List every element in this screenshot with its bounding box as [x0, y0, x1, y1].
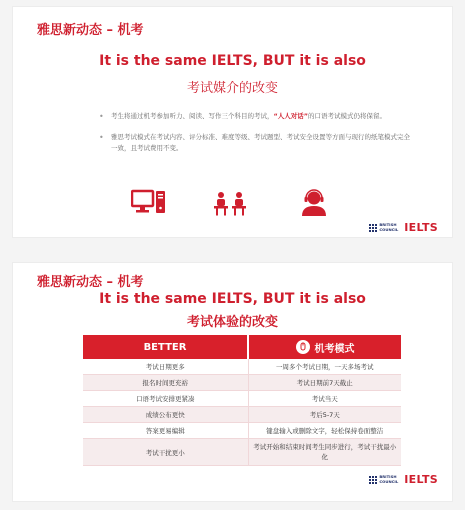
brand-footer [369, 473, 438, 486]
table-cell-detail: 键盘输入或删除文字，轻松保持卷面整洁 [248, 423, 401, 439]
table-cell-benefit: 成绩公布更快 [83, 407, 248, 423]
table-cell-detail: 考后5-7天 [248, 407, 401, 423]
ielts-logo: IELTS [404, 221, 438, 234]
table-row [83, 423, 401, 439]
table-cell-benefit: 考试干扰更小 [83, 439, 248, 466]
table-cell-benefit: 口语考试安排更紧凑 [83, 391, 248, 407]
header-computer-mode: 机考模式 [248, 335, 401, 359]
british-council-logo: BRITISH COUNCIL [369, 223, 398, 232]
bullet-list [99, 111, 412, 164]
feature-icons [131, 189, 331, 219]
slide-title: 雅思新动态 – 机考 [37, 23, 144, 38]
headline-chinese: 考试体验的改变 [186, 315, 278, 330]
headline-english: It is the same IELTS, BUT it is also [99, 291, 366, 307]
table-cell-detail: 考试当天 [248, 391, 401, 407]
table-cell-benefit: 考试日期更多 [83, 359, 248, 375]
speaker-icon [299, 189, 329, 217]
table-cell-detail: 一周多个考试日期，一天多场考试 [248, 359, 401, 375]
speaking-highlight: “人人对话” [273, 112, 309, 120]
bullet-item-computer-test: • 考生将通过机考参加听力、阅读、写作三个科目的考试，“人人对话”的口语考试模式仍将保留。 [99, 112, 387, 121]
brand-footer [369, 221, 438, 234]
headline-english: It is the same IELTS, BUT it is also [99, 53, 366, 69]
computer-icon [131, 189, 167, 217]
classroom-icon [213, 189, 247, 217]
bullet-item-same-format: • 雅思考试模式在考试内容、评分标准、难度等级、考试题型、考试安全设置等方面与现行的纸笔模式完全一致，且考试费用不变。 [99, 133, 410, 152]
slide-experience-change [12, 262, 453, 502]
table-cell-benefit: 报名时间更充裕 [83, 375, 248, 391]
british-council-logo: BRITISH COUNCIL [369, 475, 398, 484]
table-row [83, 391, 401, 407]
headline-chinese: 考试媒介的改变 [186, 81, 278, 96]
ielts-logo: IELTS [404, 473, 438, 486]
british-council-dots-icon [369, 224, 377, 232]
bullet-dot-icon: • [99, 133, 104, 142]
table-cell-detail: 考试日期前7天截止 [248, 375, 401, 391]
mouse-click-icon [296, 340, 310, 354]
table-cell-benefit: 答案更易编辑 [83, 423, 248, 439]
table-row [83, 407, 401, 423]
comparison-table [83, 335, 401, 466]
bullet-dot-icon: • [99, 112, 104, 121]
table-row [83, 359, 401, 375]
slide-title: 雅思新动态 – 机考 [37, 275, 144, 290]
table-row [83, 439, 401, 466]
slide-media-change [12, 6, 453, 238]
header-better: BETTER [83, 335, 248, 359]
table-row [83, 375, 401, 391]
table-header-row [83, 335, 401, 359]
table-cell-detail: 考试开始和结束时间考生同步进行，考试干扰最小化 [248, 439, 401, 466]
british-council-dots-icon [369, 476, 377, 484]
